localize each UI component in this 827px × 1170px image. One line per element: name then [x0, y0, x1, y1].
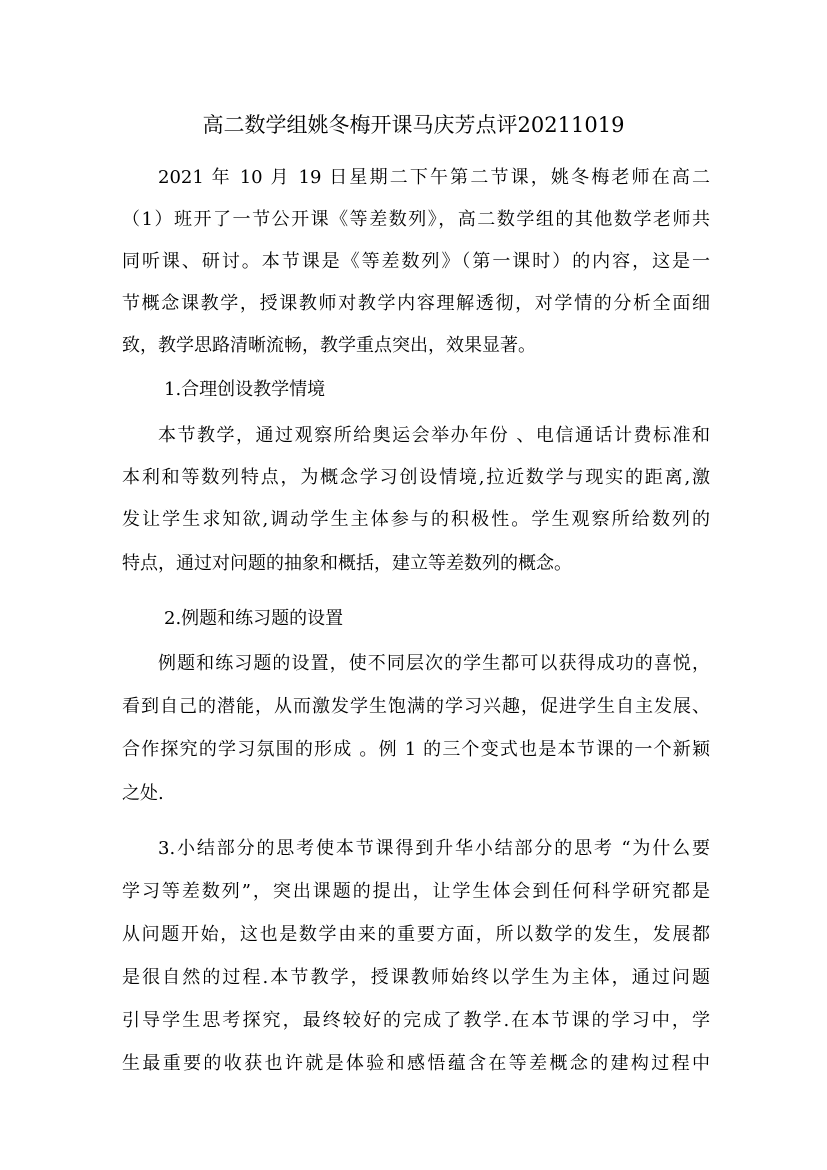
paragraph-line: 本利和等数列特点，为概念学习创设情境,拉近数学与现实的距离,激: [122, 467, 710, 488]
paragraph-line: 看到自己的潜能，从而激发学生饱满的学习兴趣，促进学生自主发展、: [122, 696, 710, 717]
paragraph-line: 是很自然的过程.本节教学，授课教师始终以学生为主体，通过问题: [122, 967, 710, 988]
paragraph-line: 致，教学思路清晰流畅，教学重点突出，效果显著。: [122, 335, 536, 356]
paragraph-line: 发让学生求知欲,调动学生主体参与的积极性。学生观察所给数列的: [122, 509, 710, 530]
paragraph-line: 从问题开始，这也是数学由来的重要方面，所以数学的发生，发展都: [122, 924, 710, 945]
paragraph-line: 引导学生思考探究，最终较好的完成了教学.在本节课的学习中，学: [122, 1010, 710, 1031]
paragraph-line: 之处.: [122, 783, 164, 804]
paragraph-line: 例题和练习题的设置，使不同层次的学生都可以获得成功的喜悦，: [158, 653, 710, 674]
paragraph-line: 学习等差数列”，突出课题的提出，让学生体会到任何科学研究都是: [122, 881, 710, 902]
paragraph-line: 2021 年 10 月 19 日星期二下午第二节课，姚冬梅老师在高二: [158, 167, 710, 188]
paragraph-line: 同听课、研讨。本节课是《等差数列》（第一课时）的内容，这是一: [122, 251, 710, 272]
paragraph-line: 合作探究的学习氛围的形成 。例 1 的三个变式也是本节课的一个新颖: [122, 739, 710, 760]
section-heading: 2.例题和练习题的设置: [164, 608, 344, 629]
paragraph-line: 3.小结部分的思考使本节课得到升华小结部分的思考 “为什么要: [158, 838, 710, 859]
section-heading: 1.合理创设教学情境: [164, 379, 326, 400]
paragraph-line: 特点，通过对问题的抽象和概括，建立等差数列的概念。: [122, 553, 572, 574]
paragraph-line: 本节教学，通过观察所给奥运会举办年份 、电信通话计费标准和: [158, 425, 710, 446]
paragraph-line: （1）班开了一节公开课《等差数列》，高二数学组的其他数学老师共: [122, 209, 710, 230]
paragraph-line: 生最重要的收获也许就是体验和感悟蕴含在等差概念的建构过程中: [122, 1053, 710, 1074]
paragraph-line: 节概念课教学，授课教师对教学内容理解透彻，对学情的分析全面细: [122, 293, 710, 314]
page-title: 高二数学组姚冬梅开课马庆芳点评20211019: [202, 113, 625, 137]
